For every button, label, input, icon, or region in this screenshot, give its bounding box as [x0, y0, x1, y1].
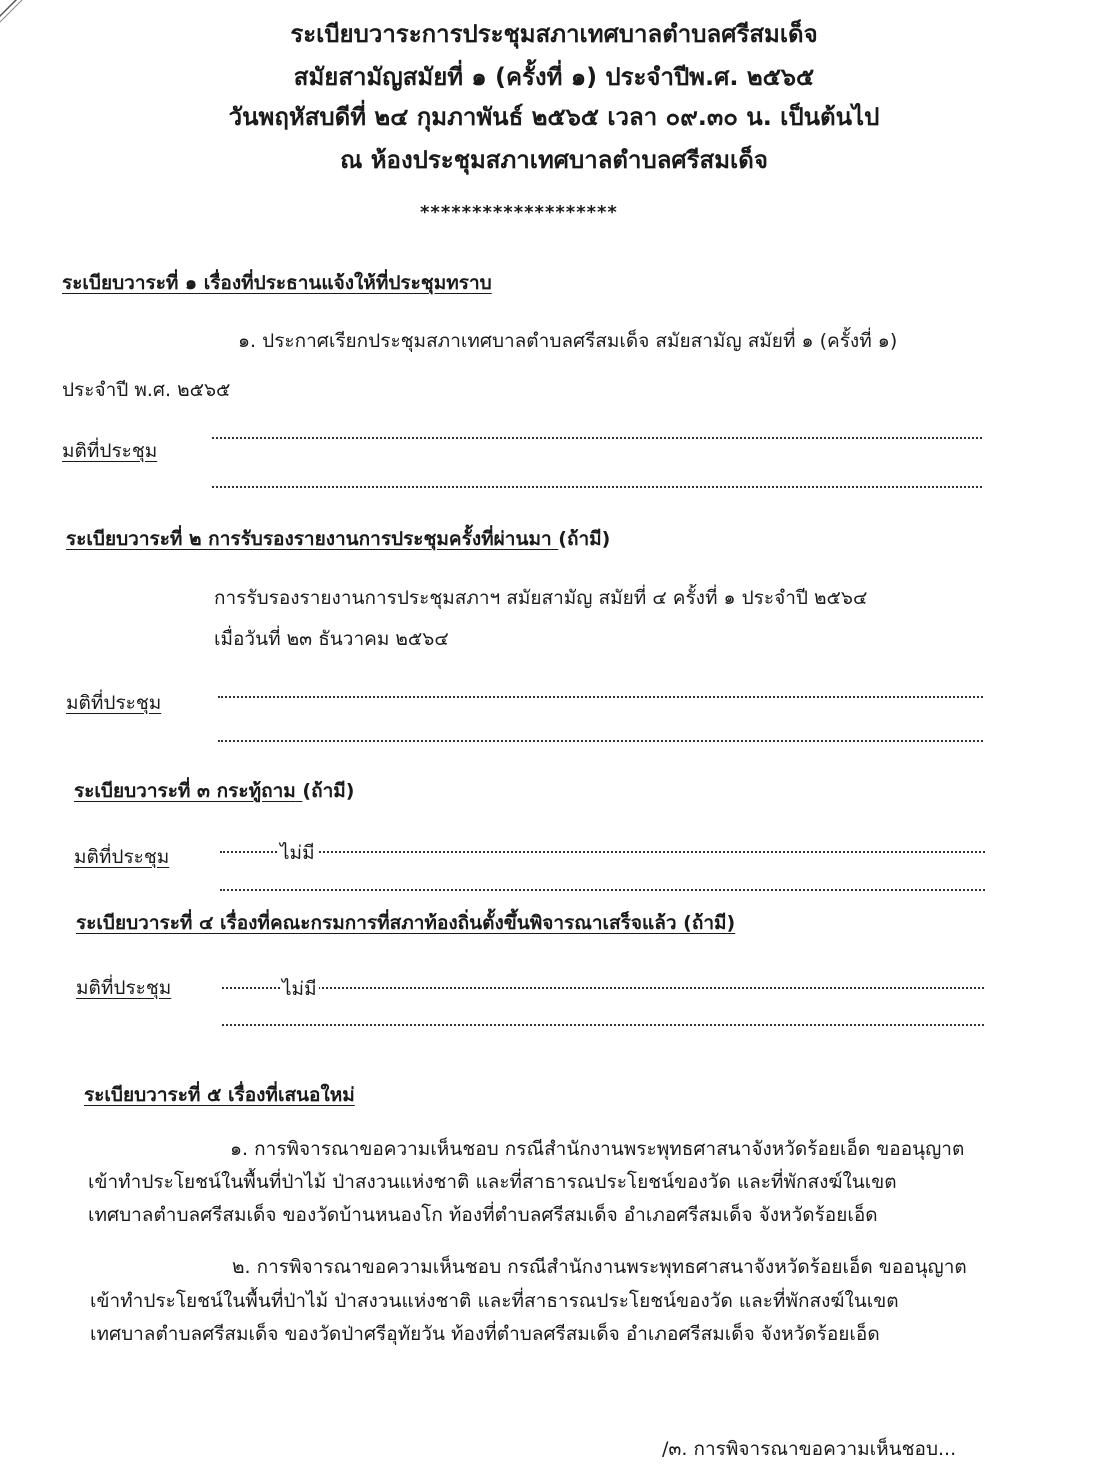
agenda-3-resolution-line-2: [220, 889, 985, 891]
agenda-3-heading-suffix: (ถ้ามี): [302, 780, 355, 802]
agenda-4-heading: ระเบียบวาระที่ ๔ เรื่องที่คณะกรมการที่สภาท้องถิ่นตั้งขึ้นพิจารณาเสร็จแล้ว (ถ้ามี): [76, 912, 736, 934]
agenda-4-resolution-line-1: [222, 987, 984, 989]
agenda-4-resolution-value: ไม่มี: [280, 974, 319, 1004]
agenda-4-resolution-label: มติที่ประชุม: [76, 977, 172, 999]
agenda-2-resolution-line-1: [218, 696, 983, 698]
agenda-3-heading: [74, 776, 355, 806]
agenda-2-line-1: การรับรองรายงานการประชุมสภาฯ สมัยสามัญ สมัยที่ ๔ ครั้งที่ ๑ ประจำปี ๒๕๖๔: [214, 587, 868, 609]
agenda-1-resolution-label: มติที่ประชุม: [62, 440, 158, 462]
agenda-3-heading-text: ระเบียบวาระที่ ๓ กระทู้ถาม: [74, 780, 296, 802]
continuation-note: /๓. การพิจารณาขอความเห็นชอบ...: [662, 1438, 957, 1460]
agenda-2-resolution-label: มติที่ประชุม: [66, 692, 162, 714]
agenda-2-line-2: เมื่อวันที่ ๒๓ ธันวาคม ๒๕๖๔: [214, 628, 449, 650]
agenda-5-item-1-line-2: เข้าทำประโยชน์ในพื้นที่ป่าไม้ ป่าสงวนแห่งชาติ และที่สาธารณประโยชน์ของวัด และที่พักสงฆ์ในเขต: [88, 1171, 897, 1193]
title-line-1: ระเบียบวาระการประชุมสภาเทศบาลตำบลศรีสมเด็จ: [290, 20, 818, 48]
title-line-4: ณ ห้องประชุมสภาเทศบาลตำบลศรีสมเด็จ: [340, 146, 768, 174]
agenda-4-resolution-line-2: [222, 1024, 984, 1026]
agenda-1-item-1-line-1: ๑. ประกาศเรียกประชุมสภาเทศบาลตำบลศรีสมเด็จ สมัยสามัญ สมัยที่ ๑ (ครั้งที่ ๑): [238, 330, 898, 352]
title-line-2: สมัยสามัญสมัยที่ ๑ (ครั้งที่ ๑) ประจำปีพ.ศ. ๒๕๖๕: [293, 63, 815, 91]
agenda-5-item-2-line-3: เทศบาลตำบลศรีสมเด็จ ของวัดป่าศรีอุทัยวัน ท้องที่ตำบลศรีสมเด็จ อำเภอศรีสมเด็จ จังหวัดร้อยเอ็ด: [90, 1323, 880, 1345]
agenda-2-heading-suffix: (ถ้ามี): [558, 528, 611, 550]
agenda-1-resolution-line-1: [212, 437, 982, 439]
agenda-3-resolution-value: ไม่มี: [278, 838, 317, 868]
agenda-1-item-1-line-2: ประจำปี พ.ศ. ๒๕๖๕: [62, 379, 231, 401]
separator-stars: *******************: [420, 202, 618, 223]
agenda-5-heading: ระเบียบวาระที่ ๕ เรื่องที่เสนอใหม่: [84, 1084, 355, 1106]
agenda-3-resolution-label: มติที่ประชุม: [74, 846, 170, 868]
agenda-5-item-2-line-2: เข้าทำประโยชน์ในพื้นที่ป่าไม้ ป่าสงวนแห่งชาติ และที่สาธารณประโยชน์ของวัด และที่พักสงฆ์ในเขต: [90, 1290, 899, 1312]
title-line-3: วันพฤหัสบดีที่ ๒๔ กุมภาพันธ์ ๒๕๖๕ เวลา ๐๙.๓๐ น. เป็นต้นไป: [228, 103, 880, 131]
agenda-5-item-2-line-1: ๒. การพิจารณาขอความเห็นชอบ กรณีสำนักงานพระพุทธศาสนาจังหวัดร้อยเอ็ด ขออนุญาต: [232, 1256, 967, 1278]
agenda-5-item-1-line-3: เทศบาลตำบลศรีสมเด็จ ของวัดบ้านหนองโก ท้องที่ตำบลศรีสมเด็จ อำเภอศรีสมเด็จ จังหวัดร้อยเอ็ด: [88, 1204, 878, 1226]
agenda-2-heading-text: ระเบียบวาระที่ ๒ การรับรองรายงานการประชุมครั้งที่ผ่านมา: [66, 528, 552, 550]
agenda-5-item-1-line-1: ๑. การพิจารณาขอความเห็นชอบ กรณีสำนักงานพระพุทธศาสนาจังหวัดร้อยเอ็ด ขออนุญาต: [230, 1138, 965, 1160]
agenda-2-resolution-line-2: [218, 740, 983, 742]
agenda-1-heading: ระเบียบวาระที่ ๑ เรื่องที่ประธานแจ้งให้ที่ประชุมทราบ: [62, 272, 492, 294]
agenda-1-resolution-line-2: [212, 486, 982, 488]
agenda-2-heading: [66, 524, 610, 554]
agenda-3-resolution-line-1: [220, 851, 985, 853]
